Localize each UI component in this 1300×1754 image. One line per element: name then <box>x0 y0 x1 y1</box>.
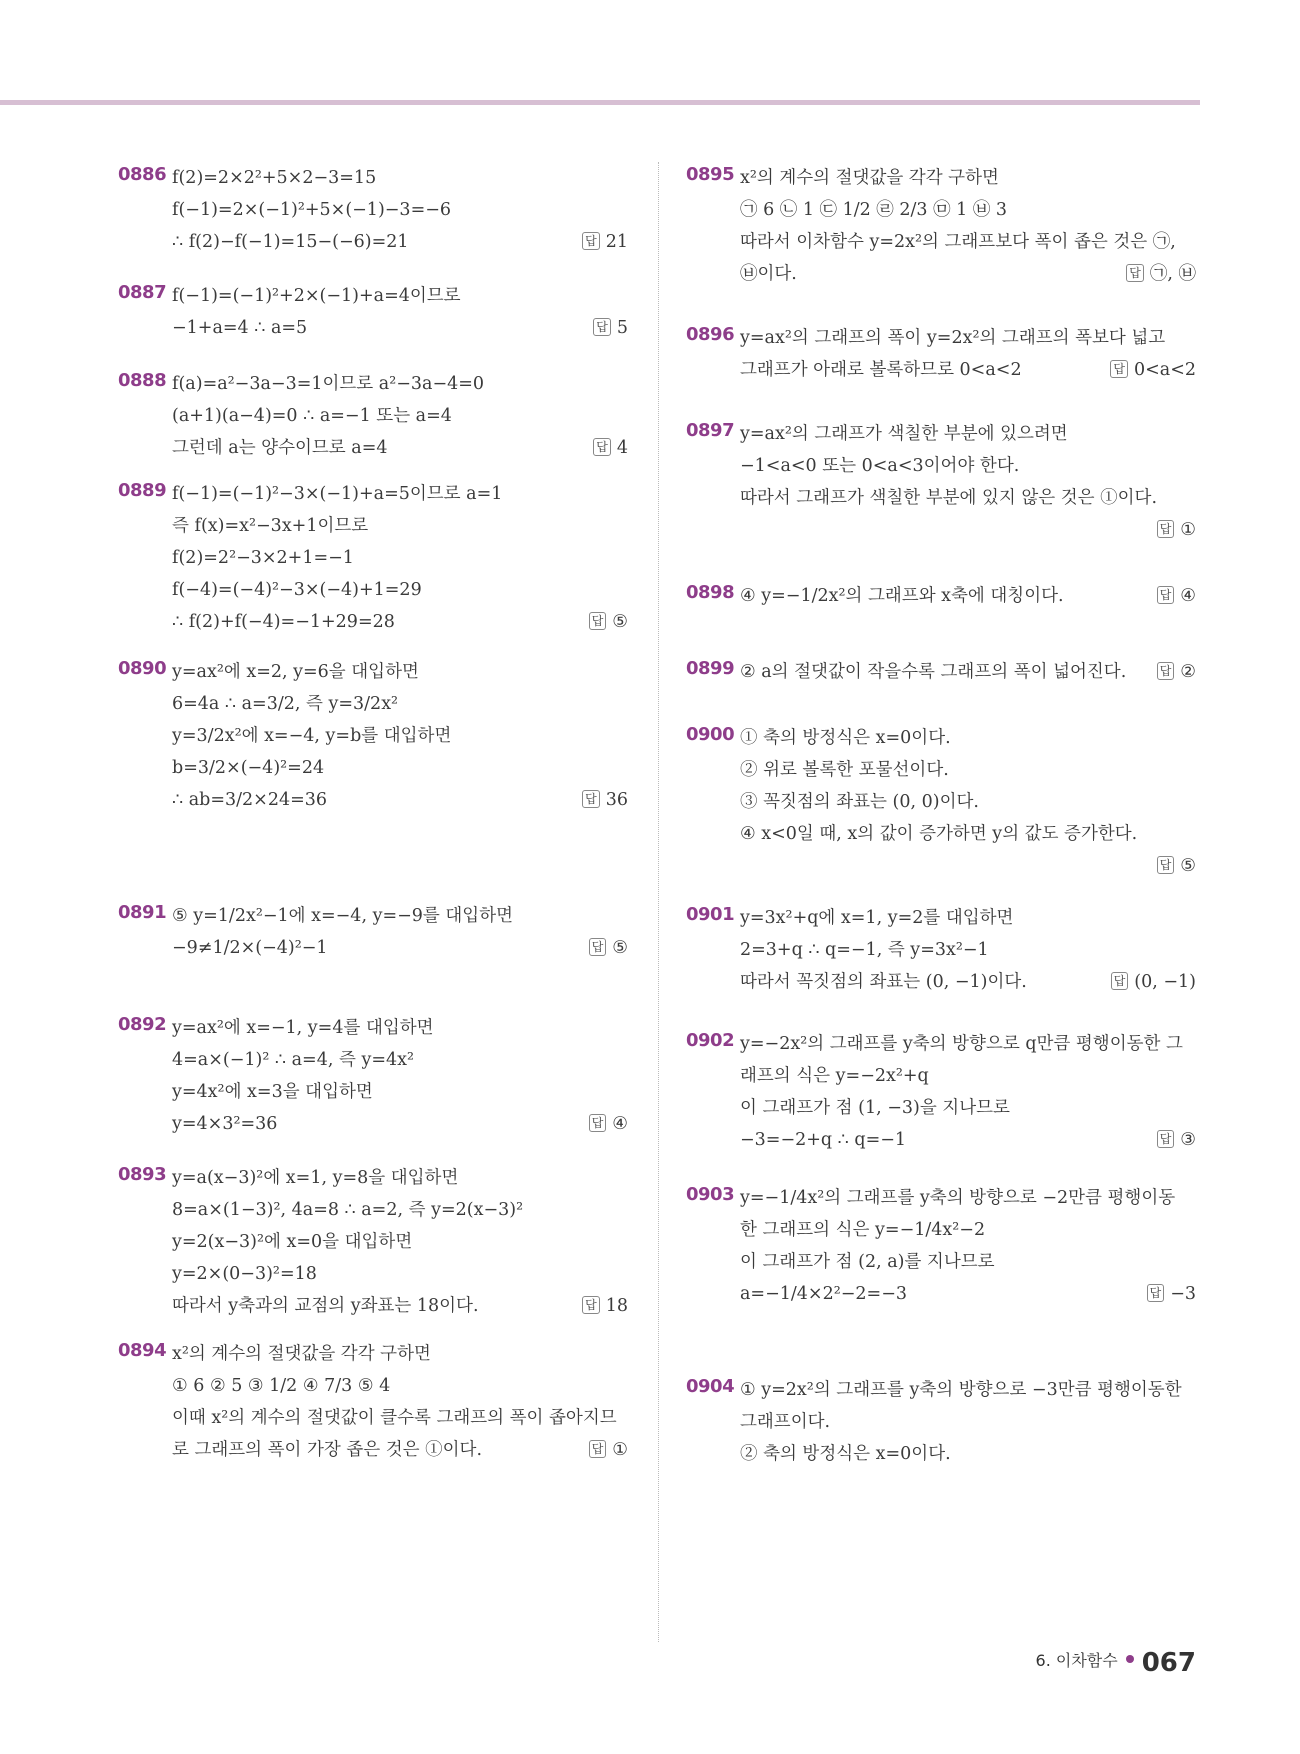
solution-body <box>740 580 1196 612</box>
answer <box>1157 850 1196 882</box>
problem-number: 0896 <box>686 324 735 345</box>
answer <box>589 1434 628 1466</box>
solution-line: ① 6 ② 5 ③ 1/2 ④ 7/3 ⑤ 4 <box>172 1376 391 1396</box>
answer-value: 0<a<2 <box>1133 360 1196 380</box>
answer-tag: 답 <box>1157 856 1175 874</box>
footer-bullet <box>1126 1655 1134 1663</box>
solution-line: −1+a=4 ∴ a=5 <box>172 318 308 338</box>
solution-line: ∴ f(2)+f(−4)=−1+29=28 <box>172 612 395 632</box>
problem-0904 <box>686 1374 1196 1470</box>
answer-tag: 답 <box>1110 360 1128 378</box>
answer-tag: 답 <box>582 232 600 250</box>
problem-0901 <box>686 902 1196 998</box>
answer-tag: 답 <box>1157 662 1175 680</box>
solution-line: y=ax²의 그래프가 색칠한 부분에 있으려면 <box>740 424 1068 444</box>
solution-line: 로 그래프의 폭이 가장 좁은 것은 ①이다. <box>172 1440 483 1460</box>
solution-line: x²의 계수의 절댓값을 각각 구하면 <box>172 1344 431 1364</box>
answer <box>1157 656 1196 688</box>
problem-number: 0887 <box>118 282 167 303</box>
solution-line: y=ax²에 x=−1, y=4를 대입하면 <box>172 1018 434 1038</box>
problem-0902 <box>686 1028 1196 1156</box>
problem-0899 <box>686 656 1196 688</box>
solution-line: 따라서 꼭짓점의 좌표는 (0, −1)이다. <box>740 972 1027 992</box>
answer-value: ④ <box>1180 586 1196 606</box>
problem-0893 <box>118 1162 628 1322</box>
solution-line: y=a(x−3)²에 x=1, y=8을 대입하면 <box>172 1168 459 1188</box>
solution-body <box>172 1012 628 1140</box>
answer-tag: 답 <box>1111 972 1129 990</box>
solution-body <box>740 418 1196 514</box>
solution-line: f(−4)=(−4)²−3×(−4)+1=29 <box>172 580 422 600</box>
solution-line: 그래프가 아래로 볼록하므로 0<a<2 <box>740 360 1022 380</box>
answer-tag: 답 <box>589 1114 607 1132</box>
problem-number: 0899 <box>686 658 735 679</box>
solution-line: f(2)=2×2²+5×2−3=15 <box>172 168 377 188</box>
solution-line: 8=a×(1−3)², 4a=8 ∴ a=2, 즉 y=2(x−3)² <box>172 1200 524 1220</box>
problem-number: 0886 <box>118 164 167 185</box>
answer <box>1110 354 1196 386</box>
problem-0894 <box>118 1338 628 1466</box>
solution-body <box>740 1028 1196 1156</box>
answer-value: (0, −1) <box>1134 972 1196 992</box>
solution-line: ② a의 절댓값이 작을수록 그래프의 폭이 넓어진다. <box>740 662 1127 682</box>
answer-value: ② <box>1180 662 1196 682</box>
problem-0886 <box>118 162 628 258</box>
answer <box>1111 966 1196 998</box>
solution-line: ④ x<0일 때, x의 값이 증가하면 y의 값도 증가한다. <box>740 824 1138 844</box>
solution-body <box>172 162 628 258</box>
problem-0888 <box>118 368 628 464</box>
solution-line: ④ y=−1/2x²의 그래프와 x축에 대칭이다. <box>740 586 1064 606</box>
problem-0892 <box>118 1012 628 1140</box>
solution-line: f(−1)=(−1)²+2×(−1)+a=4이므로 <box>172 286 461 306</box>
answer <box>593 432 628 464</box>
problem-0895 <box>686 162 1196 290</box>
answer <box>1157 580 1196 612</box>
answer <box>1157 1124 1196 1156</box>
problem-number: 0892 <box>118 1014 167 1035</box>
answer-tag: 답 <box>582 1296 600 1314</box>
solution-line: ② 위로 볼록한 포물선이다. <box>740 760 949 780</box>
solution-line: 2=3+q ∴ q=−1, 즉 y=3x²−1 <box>740 940 989 960</box>
problem-number: 0898 <box>686 582 735 603</box>
solution-line: 그래프이다. <box>740 1412 831 1432</box>
answer-value: 36 <box>605 790 628 810</box>
answer-tag: 답 <box>1157 520 1175 538</box>
problem-number: 0894 <box>118 1340 167 1361</box>
solution-line: 이 그래프가 점 (1, −3)을 지나므로 <box>740 1098 1010 1118</box>
answer <box>582 784 628 816</box>
answer <box>589 1108 628 1140</box>
problem-0898 <box>686 580 1196 612</box>
answer-value: 4 <box>616 438 628 458</box>
problem-0887 <box>118 280 628 344</box>
solution-line: 따라서 y축과의 교점의 y좌표는 18이다. <box>172 1296 479 1316</box>
solution-body <box>740 1182 1196 1310</box>
problem-number: 0903 <box>686 1184 735 1205</box>
problem-number: 0900 <box>686 724 735 745</box>
solution-line: 4=a×(−1)² ∴ a=4, 즉 y=4x² <box>172 1050 415 1070</box>
solution-body <box>172 478 628 638</box>
problem-0903 <box>686 1182 1196 1310</box>
solution-line: 이 그래프가 점 (2, a)를 지나므로 <box>740 1252 995 1272</box>
solution-line: 6=4a ∴ a=3/2, 즉 y=3/2x² <box>172 694 399 714</box>
problem-number: 0893 <box>118 1164 167 1185</box>
answer-value: ① <box>1180 520 1196 540</box>
solution-line: 이때 x²의 계수의 절댓값이 클수록 그래프의 폭이 좁아지므 <box>172 1408 617 1428</box>
solution-line: ① 축의 방정식은 x=0이다. <box>740 728 951 748</box>
answer <box>582 226 628 258</box>
solution-line: x²의 계수의 절댓값을 각각 구하면 <box>740 168 999 188</box>
answer-tag: 답 <box>582 790 600 808</box>
solution-line: f(2)=2²−3×2+1=−1 <box>172 548 354 568</box>
answer-value: ⑤ <box>1180 856 1196 876</box>
problem-number: 0889 <box>118 480 167 501</box>
answer-tag: 답 <box>1157 586 1175 604</box>
answer-tag: 답 <box>1147 1284 1165 1302</box>
solution-line: y=ax²에 x=2, y=6을 대입하면 <box>172 662 419 682</box>
solution-line: f(−1)=2×(−1)²+5×(−1)−3=−6 <box>172 200 452 220</box>
answer <box>589 932 628 964</box>
solution-line: y=3x²+q에 x=1, y=2를 대입하면 <box>740 908 1014 928</box>
solution-line: ⑤ y=1/2x²−1에 x=−4, y=−9를 대입하면 <box>172 906 514 926</box>
answer <box>582 1290 628 1322</box>
answer <box>1157 514 1196 546</box>
problem-number: 0895 <box>686 164 735 185</box>
problem-number: 0904 <box>686 1376 735 1397</box>
solution-line: y=4x²에 x=3을 대입하면 <box>172 1082 373 1102</box>
solution-body <box>172 1338 628 1466</box>
solution-line: −3=−2+q ∴ q=−1 <box>740 1130 907 1150</box>
column-divider <box>658 162 659 1642</box>
problem-0896 <box>686 322 1196 386</box>
solution-line: (a+1)(a−4)=0 ∴ a=−1 또는 a=4 <box>172 406 452 426</box>
answer-tag: 답 <box>589 938 607 956</box>
solution-line: −9≠1/2×(−4)²−1 <box>172 938 328 958</box>
page-footer <box>1036 1648 1196 1678</box>
problem-0897 <box>686 418 1196 540</box>
solution-body <box>172 900 628 964</box>
solution-line: ① y=2x²의 그래프를 y축의 방향으로 −3만큼 평행이동한 <box>740 1380 1182 1400</box>
page-number: 067 <box>1141 1648 1196 1678</box>
solution-body <box>172 280 628 344</box>
answer-value: ⑤ <box>612 612 628 632</box>
solution-line: a=−1/4×2²−2=−3 <box>740 1284 907 1304</box>
solution-line: y=3/2x²에 x=−4, y=b를 대입하면 <box>172 726 452 746</box>
answer-tag: 답 <box>593 438 611 456</box>
chapter-title: 6. 이차함수 <box>1035 1651 1118 1670</box>
solution-line: −1<a<0 또는 0<a<3이어야 한다. <box>740 456 1020 476</box>
problem-0890 <box>118 656 628 816</box>
problem-number: 0891 <box>118 902 167 923</box>
answer-value: ④ <box>612 1114 628 1134</box>
answer-value: ① <box>612 1440 628 1460</box>
answer-tag: 답 <box>593 318 611 336</box>
solution-line: 따라서 그래프가 색칠한 부분에 있지 않은 것은 ①이다. <box>740 488 1158 508</box>
solution-line: y=2×(0−3)²=18 <box>172 1264 317 1284</box>
answer-value: ③ <box>1180 1130 1196 1150</box>
top-accent-bar <box>0 100 1200 105</box>
answer-value: ㉠, ㉥ <box>1149 264 1196 284</box>
problem-0889 <box>118 478 628 638</box>
solution-line: ② 축의 방정식은 x=0이다. <box>740 1444 951 1464</box>
solution-line: 따라서 이차함수 y=2x²의 그래프보다 폭이 좁은 것은 ㉠, <box>740 232 1176 252</box>
solution-line: 래프의 식은 y=−2x²+q <box>740 1066 929 1086</box>
solution-line: ∴ f(2)−f(−1)=15−(−6)=21 <box>172 232 409 252</box>
answer-value: 18 <box>605 1296 628 1316</box>
answer-value: 5 <box>616 318 628 338</box>
answer-value: −3 <box>1170 1284 1196 1304</box>
answer-tag: 답 <box>1157 1130 1175 1148</box>
answer <box>593 312 628 344</box>
problem-0891 <box>118 900 628 964</box>
problem-number: 0901 <box>686 904 735 925</box>
solution-line: 즉 f(x)=x²−3x+1이므로 <box>172 516 369 536</box>
answer-value: 21 <box>605 232 628 252</box>
answer-tag: 답 <box>1126 264 1144 282</box>
solution-line: y=ax²의 그래프의 폭이 y=2x²의 그래프의 폭보다 넓고 <box>740 328 1166 348</box>
solution-line: ㉥이다. <box>740 264 797 284</box>
answer-tag: 답 <box>589 612 607 630</box>
problem-number: 0888 <box>118 370 167 391</box>
solution-line: ∴ ab=3/2×24=36 <box>172 790 328 810</box>
solution-line: y=−1/4x²의 그래프를 y축의 방향으로 −2만큼 평행이동 <box>740 1188 1176 1208</box>
solution-line: f(a)=a²−3a−3=1이므로 a²−3a−4=0 <box>172 374 485 394</box>
solution-line: ③ 꼭짓점의 좌표는 (0, 0)이다. <box>740 792 979 812</box>
problem-number: 0902 <box>686 1030 735 1051</box>
answer <box>1126 258 1196 290</box>
solution-line: ㉠ 6 ㉡ 1 ㉢ 1/2 ㉣ 2/3 ㉤ 1 ㉥ 3 <box>740 200 1008 220</box>
solution-body <box>740 722 1196 850</box>
solution-body <box>172 656 628 816</box>
solution-line: y=4×3²=36 <box>172 1114 278 1134</box>
answer <box>1147 1278 1196 1310</box>
answer <box>589 606 628 638</box>
solution-line: 그런데 a는 양수이므로 a=4 <box>172 438 388 458</box>
answer-value: ⑤ <box>612 938 628 958</box>
problem-number: 0897 <box>686 420 735 441</box>
solution-line: 한 그래프의 식은 y=−1/4x²−2 <box>740 1220 986 1240</box>
solution-body <box>172 1162 628 1322</box>
solution-line: b=3/2×(−4)²=24 <box>172 758 325 778</box>
problem-0900 <box>686 722 1196 876</box>
answer-tag: 답 <box>589 1440 607 1458</box>
solution-body <box>172 368 628 464</box>
solution-body <box>740 656 1196 688</box>
problem-number: 0890 <box>118 658 167 679</box>
solution-line: y=2(x−3)²에 x=0을 대입하면 <box>172 1232 413 1252</box>
solution-body <box>740 1374 1196 1470</box>
solution-line: y=−2x²의 그래프를 y축의 방향으로 q만큼 평행이동한 그 <box>740 1034 1183 1054</box>
solution-line: f(−1)=(−1)²−3×(−1)+a=5이므로 a=1 <box>172 484 503 504</box>
